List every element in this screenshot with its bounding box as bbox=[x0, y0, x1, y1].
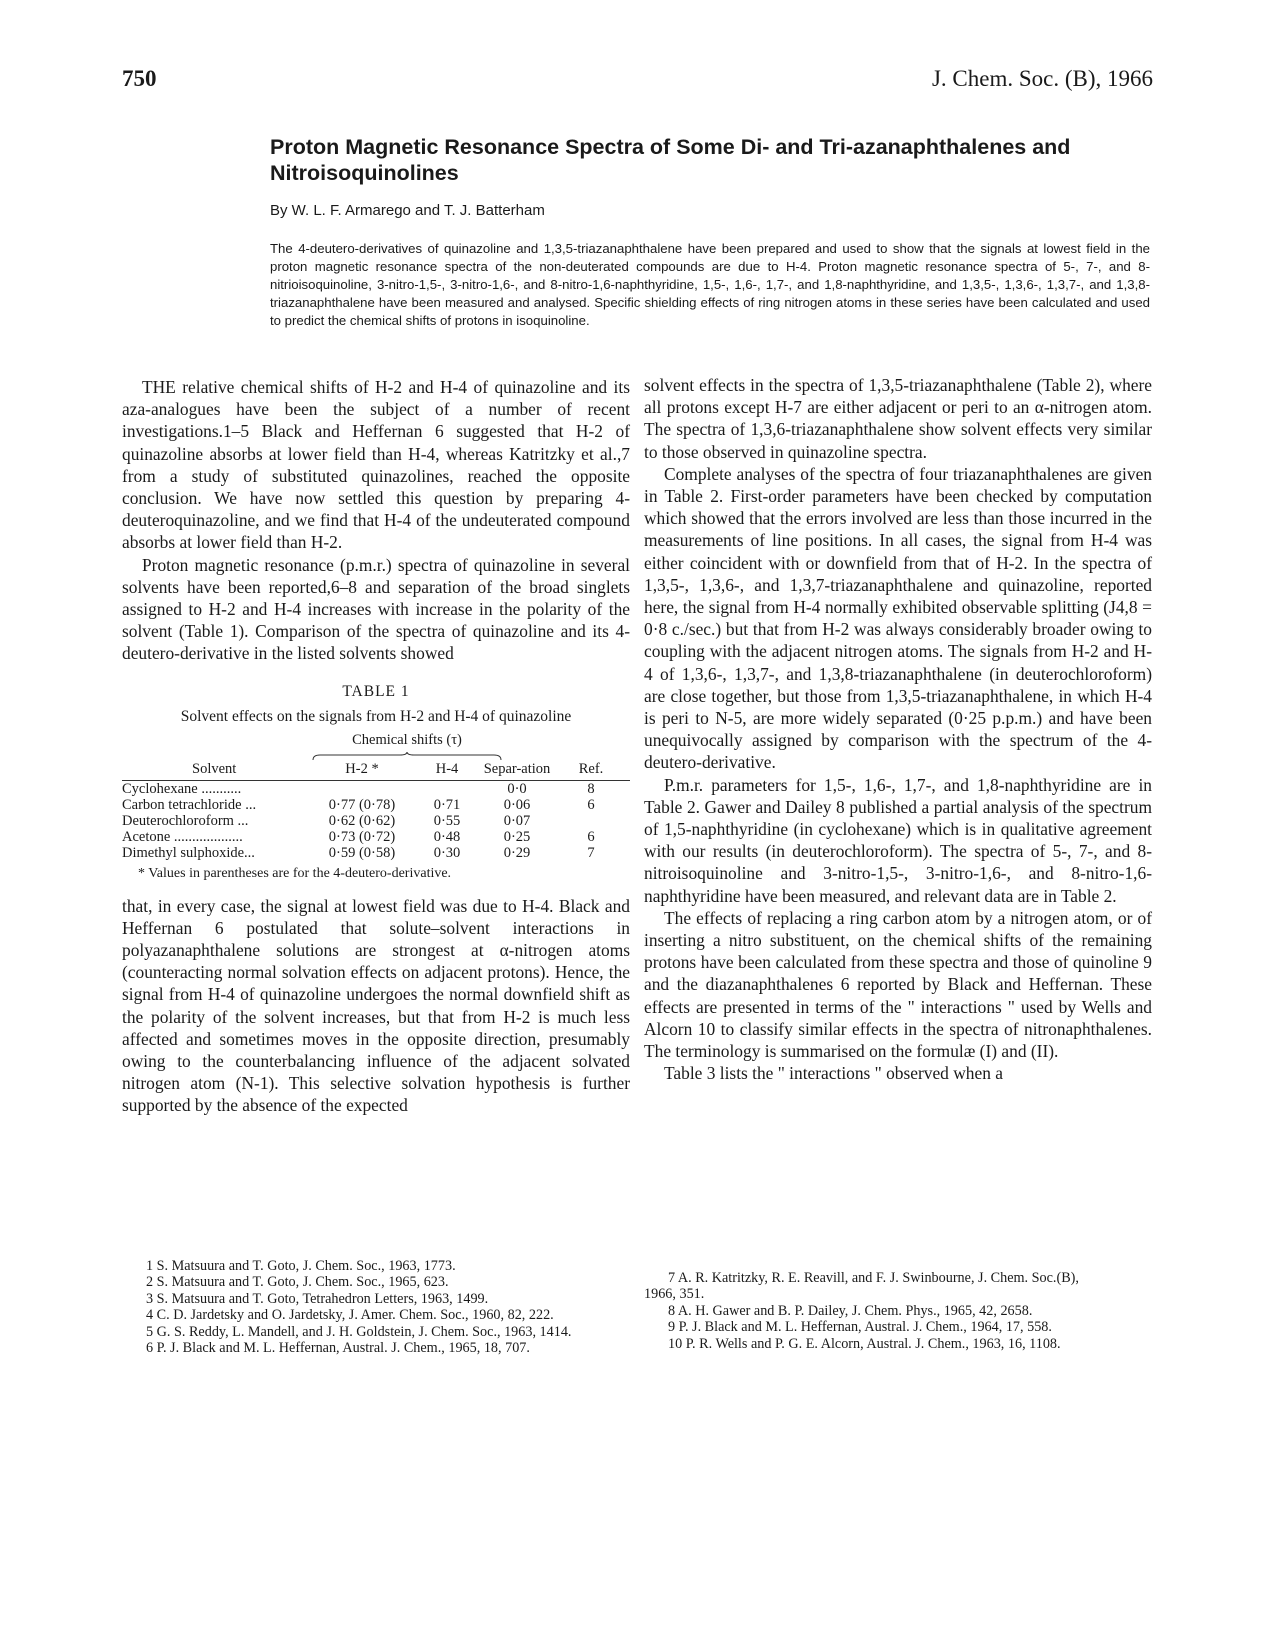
cell-ref: 8 bbox=[587, 780, 595, 797]
right-paragraph-5: Table 3 lists the " interactions " observed when a bbox=[664, 1063, 1003, 1084]
article-authors: By W. L. F. Armarego and T. J. Batterham bbox=[270, 202, 545, 219]
footnotes-left bbox=[122, 1258, 602, 1356]
left-paragraph-1: THE relative chemical shifts of H-2 and H-4 of quinazoline and its aza-analogues have been the subject of a number of recent investigations.1–5 Black and Heffernan 6 suggested that H-2 of quinazoline absorbs at lower field than H-4, whereas Katritzky et al.,7 from a study of substituted quinazolines, reached the opposite conclusion. We have now settled this question by preparing 4-deuteroquinazoline, and we find that H-4 of the undeuterated compound absorbs at lower field than H-2. bbox=[122, 377, 630, 553]
cell-h2: 0·73 (0·72) bbox=[328, 828, 396, 845]
cell-h4 bbox=[412, 780, 482, 797]
cell-h4: 0·30 bbox=[433, 844, 461, 861]
table-row bbox=[122, 829, 630, 845]
table-row bbox=[122, 813, 630, 829]
footnote-4: 4 C. D. Jardetsky and O. Jardetsky, J. Amer. Chem. Soc., 1960, 82, 222. bbox=[146, 1307, 554, 1324]
col-header-h2: H-2 * bbox=[312, 761, 412, 781]
cell-separation: 0·25 bbox=[503, 828, 531, 845]
left-column bbox=[122, 376, 630, 1117]
col-header-separation: Separ-ation bbox=[482, 761, 552, 781]
footnote-6: 6 P. J. Black and M. L. Heffernan, Austral. J. Chem., 1965, 18, 707. bbox=[146, 1340, 530, 1357]
cell-solvent: Deuterochloroform ... bbox=[122, 812, 249, 829]
table-row bbox=[122, 797, 630, 813]
right-paragraph-3: P.m.r. parameters for 1,5-, 1,6-, 1,7-, and 1,8-naphthyridine are in Table 2. Gawer and Dailey 8 published a partial analysis of the spectrum of 1,5-naphthyridine (in cyclohexane) which is in qualitative agreement with our results (in deuterochloroform). The spectra of 5-, 7-, and 8-nitroisoquinoline and 3-nitro-1,5-, 3-nitro-1,6-, and 8-nitro-1,6-naphthyridine have been measured, and relevant data are in Table 2. bbox=[644, 774, 1152, 906]
cell-separation: 0·07 bbox=[503, 812, 531, 829]
cell-separation: 0·06 bbox=[503, 796, 531, 813]
right-paragraph-4: The effects of replacing a ring carbon atom by a nitrogen atom, or of inserting a nitro substituent, on the chemical shifts of the remaining protons have been calculated from these spectra and those of quinoline 9 and the diazanaphthalenes 6 reported by Black and Heffernan. These effects are presented in terms of the " interactions " used by Wells and Alcorn 10 to classify similar effects in the spectra of nitronaphthalenes. The terminology is summarised on the formulæ (I) and (II). bbox=[644, 907, 1152, 1062]
table-1-label: TABLE 1 bbox=[342, 682, 410, 700]
right-paragraph-2: Complete analyses of the spectra of four triazanaphthalenes are given in Table 2. First-order parameters have been checked by computation which showed that the errors involved are less than those incurred in the measurements of line positions. In all cases, the signal from H-4 was either coincident with or downfield from that of H-2. In the spectra of 1,3,5-, 1,3,6-, and 1,3,7-triazanaphthalene and quinazoline, reported here, the signal from H-4 normally exhibited observable splitting (J4,8 = 0·8 c./sec.) but that from H-2 was always considerably broader owing to coupling with the adjacent nitrogen atoms. The signals from H-2 and H-4 of 1,3,6-, 1,3,7-, and 1,3,8-triazanaphthalene (in deuterochloroform) are close together, but those from 1,3,5-triazanaphthalene, in which H-4 is peri to N-5, are more widely separated (0·25 p.p.m.) and have been unequivocally assigned by comparison with the spectrum of the 4-deutero-derivative. bbox=[644, 463, 1152, 773]
brace-icon bbox=[312, 751, 502, 761]
left-paragraph-3: that, in every case, the signal at lowest field was due to H-4. Black and Heffernan 6 postulated that solute–solvent interactions in polyazanaphthalene solutions are strongest at α-nitrogen atoms (counteracting normal solvation effects on adjacent protons). Hence, the signal from H-4 of quinazoline undergoes the normal downfield shift as the polarity of the solvent increases, but that from H-2 is much less affected and sometimes moves in the opposite direction, presumably owing to the counterbalancing influence of the adjacent solvated nitrogen atom (N-1). This selective solvation hypothesis is further supported by the absence of the expected bbox=[122, 895, 630, 1116]
cell-solvent: Carbon tetrachloride ... bbox=[122, 796, 257, 813]
table-1-group-header bbox=[312, 731, 502, 761]
table-row bbox=[122, 780, 630, 797]
article-title: Proton Magnetic Resonance Spectra of Some Di- and Tri-azanaphthalenes and Nitroisoquinolines bbox=[270, 135, 1071, 185]
table-1 bbox=[122, 683, 630, 883]
table-row bbox=[122, 845, 630, 861]
col-header-ref: Ref. bbox=[552, 761, 630, 781]
cell-solvent: Dimethyl sulphoxide... bbox=[122, 844, 255, 861]
cell-solvent: Cyclohexane ........... bbox=[122, 780, 242, 797]
table-1-grid bbox=[122, 761, 630, 861]
left-paragraph-2: Proton magnetic resonance (p.m.r.) spectra of quinazoline in several solvents have been reported,6–8 and separation of the broad singlets assigned to H-2 and H-4 increases with increase in the polarity of the solvent (Table 1). Comparison of the spectra of quinazoline and its 4-deutero-derivative in the listed solvents showed bbox=[122, 554, 630, 664]
cell-h2: 0·59 (0·58) bbox=[328, 844, 396, 861]
cell-ref: 6 bbox=[587, 796, 595, 813]
table-1-note: * Values in parentheses are for the 4-deutero-derivative. bbox=[138, 865, 452, 881]
cell-separation: 0·29 bbox=[503, 844, 531, 861]
footnote-3: 3 S. Matsuura and T. Goto, Tetrahedron Letters, 1963, 1499. bbox=[146, 1290, 489, 1307]
right-column bbox=[644, 374, 1152, 1085]
table-1-caption: Solvent effects on the signals from H-2 and H-4 of quinazoline bbox=[180, 707, 572, 725]
footnote-5: 5 G. S. Reddy, L. Mandell, and J. H. Goldstein, J. Chem. Soc., 1963, 1414. bbox=[146, 1323, 572, 1340]
cell-h2: 0·77 (0·78) bbox=[328, 796, 396, 813]
cell-h2: 0·62 (0·62) bbox=[328, 812, 396, 829]
col-header-h4: H-4 bbox=[412, 761, 482, 781]
table-1-group-header-text: Chemical shifts (τ) bbox=[352, 731, 462, 748]
cell-h4: 0·48 bbox=[433, 828, 461, 845]
footnotes-right bbox=[644, 1270, 1099, 1352]
right-paragraph-1: solvent effects in the spectra of 1,3,5-triazanaphthalene (Table 2), where all protons except H-7 are either adjacent or peri to an α-nitrogen atom. The spectra of 1,3,6-triazanaphthalene show solvent effects very similar to those observed in quinazoline spectra. bbox=[644, 375, 1152, 462]
page-number: 750 bbox=[122, 66, 157, 91]
footnote-2: 2 S. Matsuura and T. Goto, J. Chem. Soc., 1965, 623. bbox=[146, 1274, 449, 1291]
footnote-7: 7 A. R. Katritzky, R. E. Reavill, and F. J. Swinbourne, J. Chem. Soc.(B), 1966, 351. bbox=[644, 1270, 1079, 1303]
table-1-header-row bbox=[122, 761, 630, 781]
cell-separation: 0·0 bbox=[507, 780, 527, 797]
cell-solvent: Acetone ................... bbox=[122, 828, 243, 845]
cell-h4: 0·71 bbox=[433, 796, 461, 813]
col-header-solvent: Solvent bbox=[122, 761, 312, 781]
footnote-8: 8 A. H. Gawer and B. P. Dailey, J. Chem. Phys., 1965, 42, 2658. bbox=[668, 1302, 1033, 1319]
article-abstract: The 4-deutero-derivatives of quinazoline and 1,3,5-triazanaphthalene have been prepared and used to show that the signals at lowest field in the proton magnetic resonance spectra of the non-deuterated compounds are due to H-4. Proton magnetic resonance spectra of 5-, 7-, and 8-nitrioisoquinoline, 3-nitro-1,5-, 3-nitro-1,6-, and 8-nitro-1,6-naphthyridine, 1,5-, 1,6-, 1,7-, and 1,8-naphthyridine, and 1,3,5-, 1,3,6-, 1,3,7-, and 1,3,8-triazanaphthalene have been measured and analysed. Specific shielding effects of ring nitrogen atoms in these series have been calculated and used to predict the chemical shifts of protons in isoquinoline. bbox=[270, 241, 1150, 328]
cell-ref: 7 bbox=[587, 844, 595, 861]
cell-h2 bbox=[312, 780, 412, 797]
footnote-10: 10 P. R. Wells and P. G. E. Alcorn, Austral. J. Chem., 1963, 16, 1108. bbox=[668, 1335, 1061, 1352]
footnote-1: 1 S. Matsuura and T. Goto, J. Chem. Soc., 1963, 1773. bbox=[146, 1258, 456, 1274]
journal-citation: J. Chem. Soc. (B), 1966 bbox=[931, 66, 1153, 91]
cell-h4: 0·55 bbox=[433, 812, 461, 829]
cell-ref bbox=[552, 813, 630, 829]
footnote-9: 9 P. J. Black and M. L. Heffernan, Austral. J. Chem., 1964, 17, 558. bbox=[668, 1319, 1052, 1336]
cell-ref: 6 bbox=[587, 828, 595, 845]
